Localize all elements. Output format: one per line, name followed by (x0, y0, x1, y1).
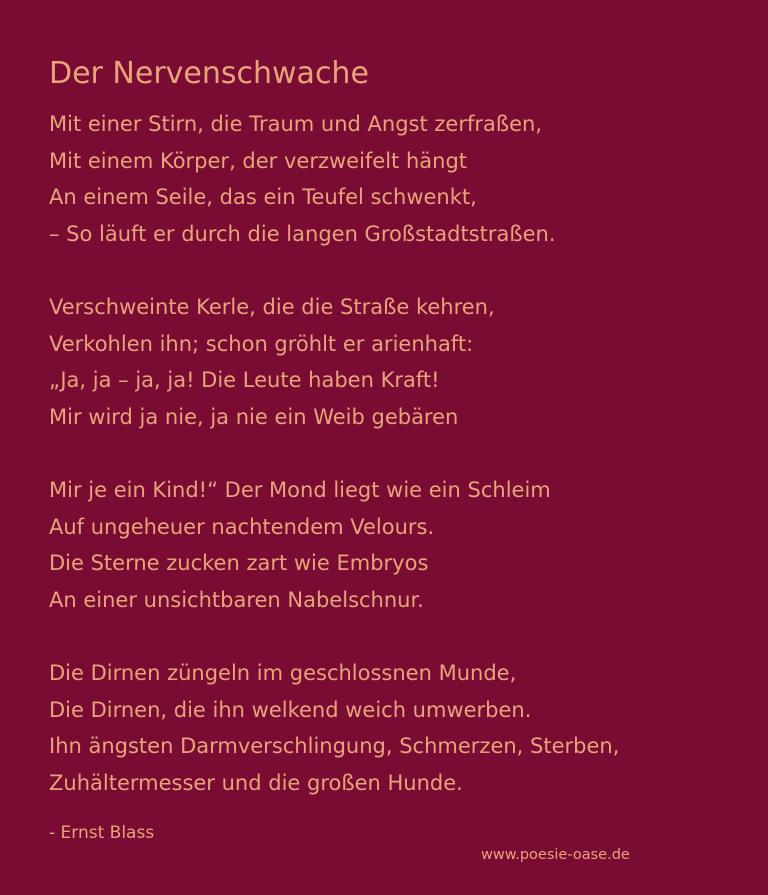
stanza-2 (49, 289, 749, 435)
poem-line: Zuhältermesser und die großen Hunde. (49, 770, 463, 795)
poem-line: Mir wird ja nie, ja nie ein Weib gebären (49, 404, 459, 429)
poem-line: Die Dirnen, die ihn welkend weich umwerben. (49, 697, 532, 722)
poem-line: Die Dirnen züngeln im geschlossnen Munde, (49, 661, 517, 685)
poem-line: An einer unsichtbaren Nabelschnur. (49, 587, 424, 612)
poem-line: Mit einer Stirn, die Traum und Angst zerfraßen, (49, 112, 543, 136)
poem-line: „Ja, ja – ja, ja! Die Leute haben Kraft! (49, 368, 440, 392)
poem-line: Ihn ängsten Darmverschlingung, Schmerzen, Sterben, (49, 734, 620, 758)
stanza-3 (49, 472, 749, 618)
poem-line: – So läuft er durch die langen Großstadtstraßen. (49, 221, 556, 246)
poem-line: Mir je ein Kind!“ Der Mond liegt wie ein Schleim (49, 478, 551, 502)
source-url: www.poesie-oase.de (481, 847, 630, 863)
poem-author: - Ernst Blass (49, 823, 155, 843)
poem-line: Mit einem Körper, der verzweifelt hängt (49, 148, 468, 173)
poem-line: Die Sterne zucken zart wie Embryos (49, 551, 429, 575)
poem-line: Auf ungeheuer nachtendem Velours. (49, 514, 435, 539)
poem-body (49, 106, 749, 838)
stanza-1 (49, 106, 749, 252)
poem-line: Verschweinte Kerle, die die Straße kehren, (49, 295, 495, 319)
poem-line: An einem Seile, das ein Teufel schwenkt, (49, 185, 477, 209)
poem-title: Der Nervenschwache (49, 56, 369, 91)
stanza-4 (49, 655, 749, 801)
poem-line: Verkohlen ihn; schon gröhlt er arienhaft: (49, 331, 474, 356)
